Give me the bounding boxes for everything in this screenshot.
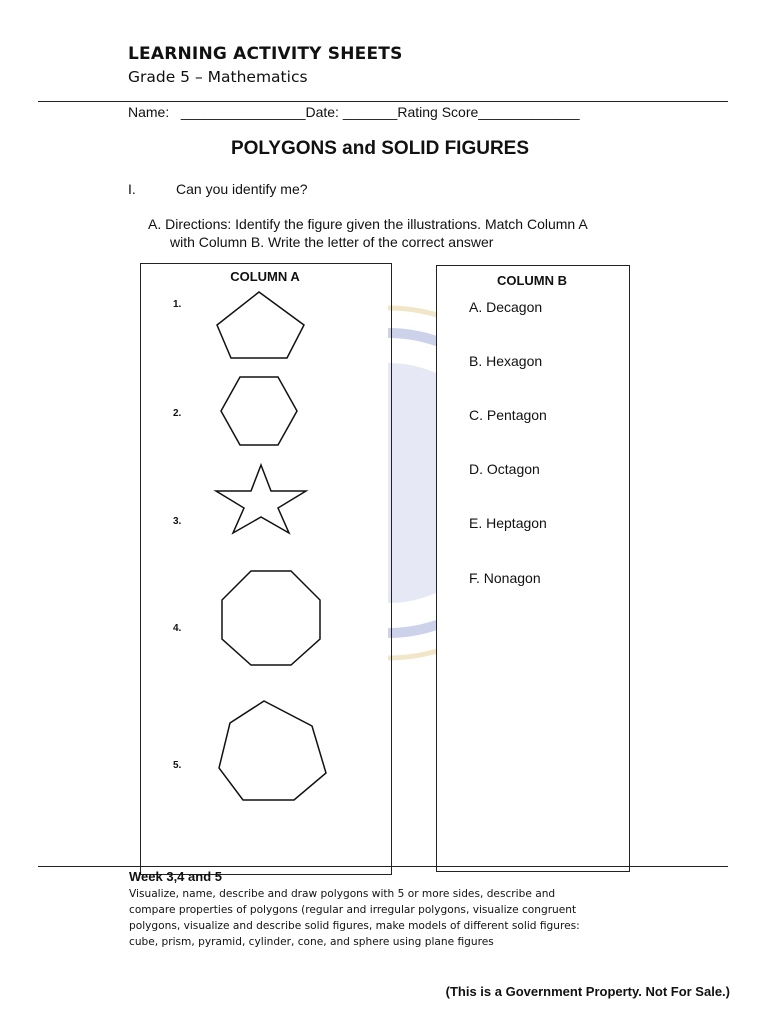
page-title: POLYGONS and SOLID FIGURES [230,138,530,159]
item-number-5: 5. [173,760,182,771]
column-b-heading: COLUMN B [496,273,568,288]
competency-line-2: compare properties of polygons (regular and irregular polygons, visualize congruent [129,904,577,916]
column-a-heading: COLUMN A [230,269,300,284]
directions-line-2: with Column B. Write the letter of the correct answer [170,234,494,250]
option-a: A. Decagon [469,299,543,315]
item-number-1: 1. [173,299,182,310]
item-number-3: 3. [173,516,182,527]
option-e: E. Heptagon [469,515,547,531]
directions [148,215,668,251]
section-prompt: Can you identify me? [176,181,308,197]
directions-line-1: A. Directions: Identify the figure given the illustrations. Match Column A [148,216,588,232]
option-f: F. Nonagon [469,570,541,586]
pentagon-icon [217,292,304,358]
option-b: B. Hexagon [469,353,543,369]
column-a-shapes [140,263,392,875]
grade-subject: Grade 5 – Mathematics [128,68,308,86]
competency-line-3: polygons, visualize and describe solid figures, make models of different solid figures: [129,920,580,932]
octagon-icon [222,571,320,665]
competency-line-1: Visualize, name, describe and draw polygons with 5 or more sides, describe and [129,888,556,900]
competency-line-4: cube, prism, pyramid, cylinder, cone, and sphere using plane figures [129,936,494,948]
option-c: C. Pentagon [469,407,547,423]
star-icon [216,465,306,533]
header-divider [38,101,728,102]
item-number-2: 2. [173,408,182,419]
hexagon-icon [221,377,297,445]
footer-divider [38,866,728,867]
sheet-title: LEARNING ACTIVITY SHEETS [128,44,403,64]
item-number-4: 4. [173,623,182,634]
government-property-notice: (This is a Government Property. Not For Sale.) [445,984,730,999]
heptagon-icon [219,701,326,800]
name-date-score-fields: Name: ________________Date: _______Rating Score_____________ [128,104,580,120]
option-d: D. Octagon [469,461,540,477]
section-numeral: I. [128,181,136,197]
competency-text [129,886,649,950]
week-label: Week 3,4 and 5 [129,869,222,884]
